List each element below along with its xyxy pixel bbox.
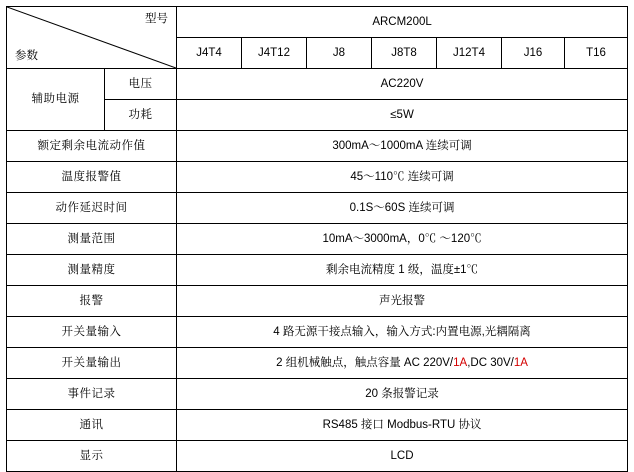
row-value-switch-output [177, 348, 628, 379]
table-row [7, 255, 628, 286]
table-row [7, 348, 628, 379]
row-value-temp-alarm: 45～110℃ 连续可调 [177, 162, 628, 193]
row-label-measure-range: 测量范围 [7, 224, 177, 255]
value-fragment: 1A [453, 356, 468, 369]
table-row [7, 286, 628, 317]
model-cell: J4T4 [177, 38, 242, 69]
row-value-display: LCD [177, 441, 628, 472]
row-label-temp-alarm: 温度报警值 [7, 162, 177, 193]
table-row-header-model [7, 7, 628, 38]
header-corner-cell [7, 7, 177, 69]
row-label-accuracy: 测量精度 [7, 255, 177, 286]
row-label-switch-input: 开关量输入 [7, 317, 177, 348]
row-value-action-delay: 0.1S～60S 连续可调 [177, 193, 628, 224]
specification-table [6, 6, 628, 472]
corner-model-label: 型号 [145, 13, 168, 25]
table-row [7, 162, 628, 193]
value-fragment: 2 组机械触点，触点容量 AC 220V/ [276, 356, 454, 369]
model-cell: J16 [502, 38, 565, 69]
table-row [7, 441, 628, 472]
row-value-measure-range: 10mA～3000mA，0℃ ～120℃ [177, 224, 628, 255]
row-label-residual-current: 额定剩余电流动作值 [7, 131, 177, 162]
row-value-voltage: AC220V [177, 69, 628, 100]
row-label-action-delay: 动作延迟时间 [7, 193, 177, 224]
table-row [7, 193, 628, 224]
row-label-communication: 通讯 [7, 410, 177, 441]
row-value-residual-current: 300mA～1000mA 连续可调 [177, 131, 628, 162]
row-value-alarm: 声光报警 [177, 286, 628, 317]
row-value-event-record: 20 条报警记录 [177, 379, 628, 410]
model-cell: J8 [307, 38, 372, 69]
row-sublabel-voltage: 电压 [105, 69, 177, 100]
row-value-communication: RS485 接口 Modbus-RTU 协议 [177, 410, 628, 441]
table-row [7, 69, 628, 100]
row-label-alarm: 报警 [7, 286, 177, 317]
value-fragment: 1A [513, 356, 528, 369]
row-label-display: 显示 [7, 441, 177, 472]
table-row [7, 131, 628, 162]
table-row [7, 379, 628, 410]
value-fragment: ,DC 30V/ [467, 356, 514, 369]
table-row [7, 317, 628, 348]
table-row [7, 224, 628, 255]
row-value-consumption: ≤5W [177, 100, 628, 131]
model-cell: J8T8 [372, 38, 437, 69]
corner-param-label: 参数 [15, 49, 38, 62]
row-sublabel-consumption: 功耗 [105, 100, 177, 131]
table-row [7, 410, 628, 441]
row-value-switch-input: 4 路无源干接点输入，输入方式:内置电源,光耦隔离 [177, 317, 628, 348]
model-cell: J4T12 [242, 38, 307, 69]
row-label-event-record: 事件记录 [7, 379, 177, 410]
row-label-switch-output: 开关量输出 [7, 348, 177, 379]
product-name-cell: ARCM200L [177, 7, 628, 38]
row-value-accuracy: 剩余电流精度 1 级，温度±1℃ [177, 255, 628, 286]
row-label-power-supply: 辅助电源 [7, 69, 105, 131]
model-cell: T16 [565, 38, 628, 69]
model-cell: J12T4 [437, 38, 502, 69]
